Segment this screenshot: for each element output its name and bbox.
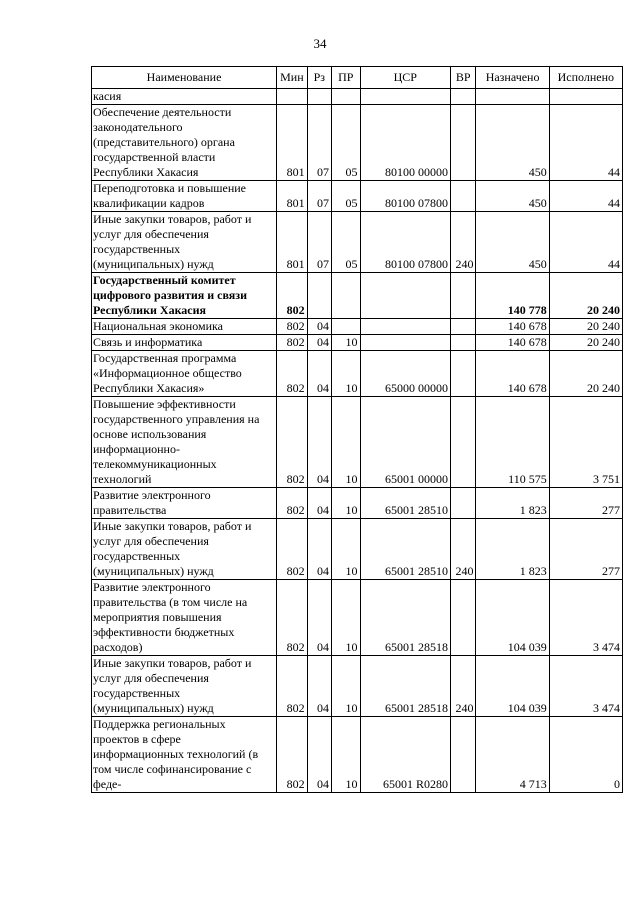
- cell-assigned: 140 678: [476, 351, 549, 397]
- cell-csr: 65001 28510: [360, 488, 451, 519]
- cell-name: Иные закупки товаров, работ и услуг для обеспечения государственных (муниципальных) нужд: [92, 519, 277, 580]
- cell-min: 802: [277, 580, 308, 656]
- cell-rz: [307, 273, 331, 319]
- table-row: [92, 89, 623, 105]
- cell-name: Повышение эффективности государственного управления на основе использования информационно-телекоммуникационных технологий: [92, 397, 277, 488]
- table-row: [92, 519, 623, 580]
- cell-assigned: 140 678: [476, 335, 549, 351]
- cell-vr: 240: [451, 656, 476, 717]
- cell-vr: [451, 335, 476, 351]
- table-row: [92, 319, 623, 335]
- cell-executed: 44: [549, 181, 622, 212]
- cell-csr: 80100 07800: [360, 212, 451, 273]
- cell-pr: [332, 319, 360, 335]
- cell-rz: 04: [307, 397, 331, 488]
- cell-assigned: 450: [476, 105, 549, 181]
- cell-pr: 05: [332, 105, 360, 181]
- col-header-csr: ЦСР: [360, 67, 451, 89]
- cell-csr: 65001 R0280: [360, 717, 451, 793]
- cell-min: 801: [277, 105, 308, 181]
- cell-vr: [451, 105, 476, 181]
- cell-pr: 10: [332, 335, 360, 351]
- cell-name: касия: [92, 89, 277, 105]
- cell-executed: 20 240: [549, 335, 622, 351]
- cell-assigned: 140 678: [476, 319, 549, 335]
- table-row: [92, 181, 623, 212]
- cell-csr: 80100 07800: [360, 181, 451, 212]
- cell-csr: 80100 00000: [360, 105, 451, 181]
- col-header-assigned: Назначено: [476, 67, 549, 89]
- cell-name: Государственный комитет цифрового развития и связи Республики Хакасия: [92, 273, 277, 319]
- cell-vr: [451, 89, 476, 105]
- table-row: [92, 335, 623, 351]
- cell-min: 802: [277, 656, 308, 717]
- cell-min: 802: [277, 397, 308, 488]
- page-number: 34: [313, 36, 327, 51]
- cell-name: Переподготовка и повышение квалификации кадров: [92, 181, 277, 212]
- cell-csr: 65001 28510: [360, 519, 451, 580]
- table-row: [92, 273, 623, 319]
- cell-csr: [360, 335, 451, 351]
- cell-assigned: 450: [476, 212, 549, 273]
- cell-csr: [360, 319, 451, 335]
- cell-vr: [451, 717, 476, 793]
- cell-assigned: 4 713: [476, 717, 549, 793]
- cell-executed: 44: [549, 105, 622, 181]
- cell-rz: 04: [307, 656, 331, 717]
- table-row: [92, 105, 623, 181]
- cell-csr: 65000 00000: [360, 351, 451, 397]
- cell-pr: 10: [332, 519, 360, 580]
- cell-assigned: 104 039: [476, 580, 549, 656]
- table-row: [92, 397, 623, 488]
- cell-pr: 10: [332, 717, 360, 793]
- cell-rz: 04: [307, 488, 331, 519]
- cell-name: Государственная программа «Информационное общество Республики Хакасия»: [92, 351, 277, 397]
- cell-assigned: 140 778: [476, 273, 549, 319]
- cell-executed: 0: [549, 717, 622, 793]
- cell-min: [277, 89, 308, 105]
- cell-rz: 04: [307, 335, 331, 351]
- cell-executed: [549, 89, 622, 105]
- cell-executed: 3 474: [549, 656, 622, 717]
- cell-pr: 05: [332, 212, 360, 273]
- cell-rz: [307, 89, 331, 105]
- cell-assigned: 104 039: [476, 656, 549, 717]
- cell-rz: 07: [307, 212, 331, 273]
- cell-executed: 3 474: [549, 580, 622, 656]
- col-header-vr: ВР: [451, 67, 476, 89]
- cell-name: Иные закупки товаров, работ и услуг для обеспечения государственных (муниципальных) нужд: [92, 656, 277, 717]
- cell-pr: [332, 89, 360, 105]
- table-row: [92, 488, 623, 519]
- cell-vr: 240: [451, 212, 476, 273]
- cell-vr: 240: [451, 519, 476, 580]
- cell-rz: 04: [307, 351, 331, 397]
- cell-min: 802: [277, 717, 308, 793]
- cell-rz: 07: [307, 105, 331, 181]
- cell-pr: 10: [332, 488, 360, 519]
- cell-pr: 10: [332, 656, 360, 717]
- cell-executed: 20 240: [549, 273, 622, 319]
- cell-csr: 65001 00000: [360, 397, 451, 488]
- table-row: [92, 351, 623, 397]
- cell-csr: [360, 273, 451, 319]
- cell-csr: [360, 89, 451, 105]
- cell-min: 801: [277, 181, 308, 212]
- cell-executed: 3 751: [549, 397, 622, 488]
- cell-min: 802: [277, 319, 308, 335]
- cell-name: Связь и информатика: [92, 335, 277, 351]
- cell-executed: 44: [549, 212, 622, 273]
- cell-csr: 65001 28518: [360, 580, 451, 656]
- cell-min: 801: [277, 212, 308, 273]
- table-row: [92, 656, 623, 717]
- cell-name: Поддержка региональных проектов в сфере информационных технологий (в том числе софинансирование с феде-: [92, 717, 277, 793]
- cell-min: 802: [277, 488, 308, 519]
- cell-executed: 277: [549, 488, 622, 519]
- table-row: [92, 580, 623, 656]
- cell-min: 802: [277, 273, 308, 319]
- cell-rz: 04: [307, 580, 331, 656]
- cell-assigned: 450: [476, 181, 549, 212]
- header-row: [92, 67, 623, 89]
- cell-rz: 04: [307, 319, 331, 335]
- cell-rz: 04: [307, 717, 331, 793]
- col-header-name: Наименование: [92, 67, 277, 89]
- cell-name: Иные закупки товаров, работ и услуг для обеспечения государственных (муниципальных) нужд: [92, 212, 277, 273]
- cell-vr: [451, 351, 476, 397]
- cell-pr: 10: [332, 397, 360, 488]
- cell-executed: 20 240: [549, 351, 622, 397]
- cell-name: Национальная экономика: [92, 319, 277, 335]
- cell-min: 802: [277, 351, 308, 397]
- table-row: [92, 212, 623, 273]
- col-header-executed: Исполнено: [549, 67, 622, 89]
- table-row: [92, 717, 623, 793]
- cell-vr: [451, 580, 476, 656]
- col-header-min: Мин: [277, 67, 308, 89]
- cell-executed: 277: [549, 519, 622, 580]
- cell-assigned: 1 823: [476, 488, 549, 519]
- cell-vr: [451, 397, 476, 488]
- cell-assigned: 1 823: [476, 519, 549, 580]
- cell-pr: 05: [332, 181, 360, 212]
- cell-min: 802: [277, 519, 308, 580]
- cell-name: Развитие электронного правительства (в том числе на мероприятия повышения эффективности бюджетных расходов): [92, 580, 277, 656]
- cell-min: 802: [277, 335, 308, 351]
- cell-pr: [332, 273, 360, 319]
- cell-vr: [451, 319, 476, 335]
- cell-name: Развитие электронного правительства: [92, 488, 277, 519]
- cell-rz: 07: [307, 181, 331, 212]
- cell-assigned: [476, 89, 549, 105]
- budget-table: [91, 66, 623, 793]
- cell-assigned: 110 575: [476, 397, 549, 488]
- col-header-pr: ПР: [332, 67, 360, 89]
- cell-vr: [451, 181, 476, 212]
- cell-vr: [451, 273, 476, 319]
- cell-pr: 10: [332, 351, 360, 397]
- cell-executed: 20 240: [549, 319, 622, 335]
- cell-pr: 10: [332, 580, 360, 656]
- cell-vr: [451, 488, 476, 519]
- cell-csr: 65001 28518: [360, 656, 451, 717]
- col-header-rz: Рз: [307, 67, 331, 89]
- cell-name: Обеспечение деятельности законодательного (представительного) органа государственной власти Республики Хакасия: [92, 105, 277, 181]
- cell-rz: 04: [307, 519, 331, 580]
